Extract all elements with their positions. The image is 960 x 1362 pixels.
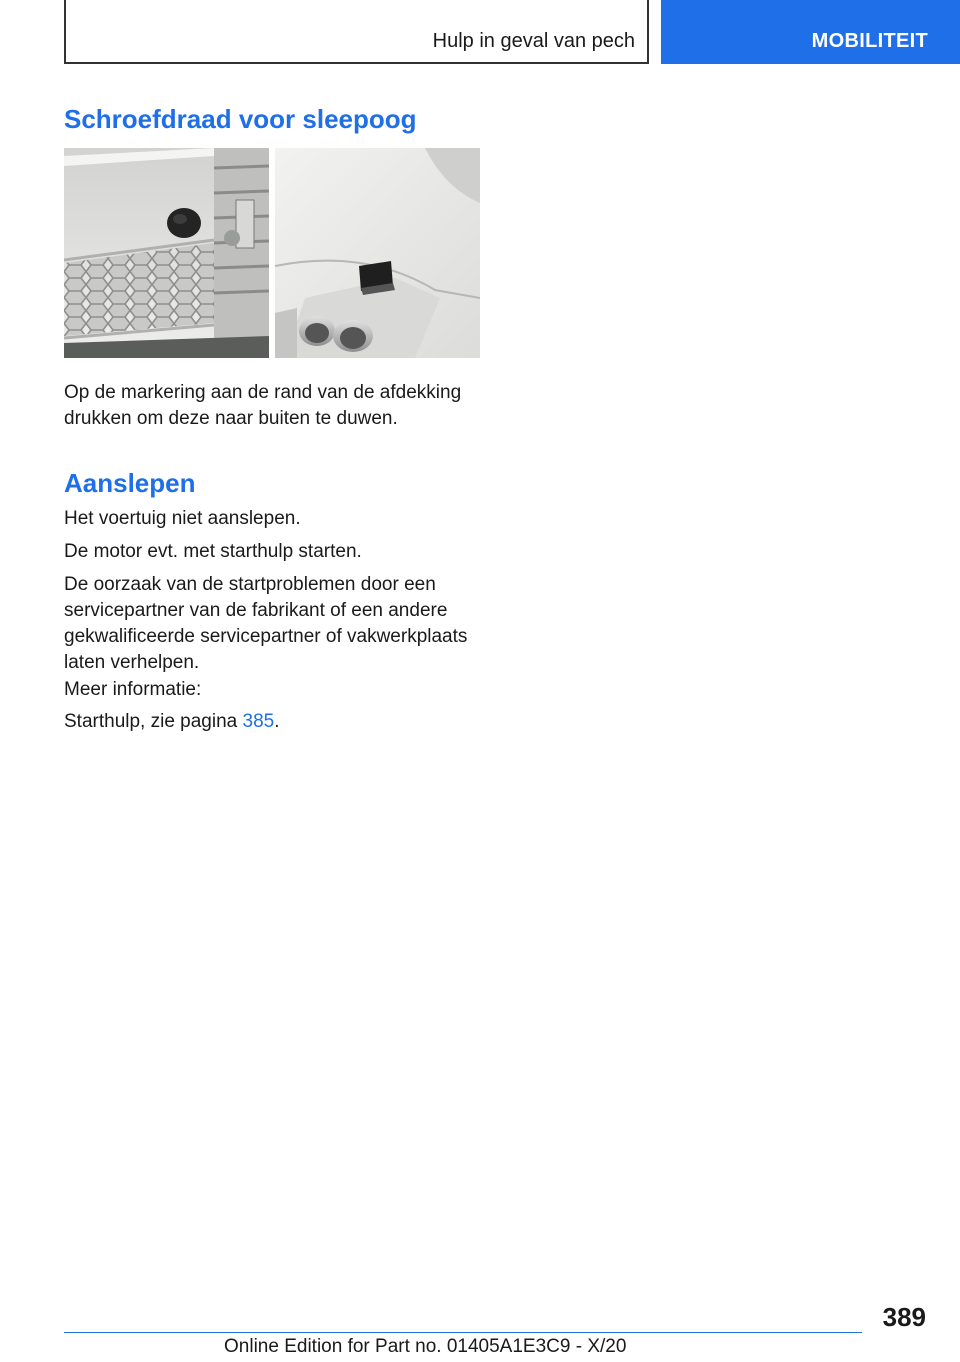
header-section-box	[64, 0, 649, 64]
front-bumper-image	[64, 148, 269, 358]
cross-reference-text: Starthulp, zie pagina	[64, 711, 243, 732]
tow-eye-thread-illustration	[64, 148, 480, 358]
towing-paragraph-2: De motor evt. met starthulp starten.	[64, 541, 362, 562]
more-info-label: Meer informatie:	[64, 679, 202, 700]
page-number: 389	[882, 1302, 926, 1332]
figure-caption: Op de markering aan de rand van de afdekking drukken om deze naar buiten te duwen.	[64, 382, 462, 429]
header-section-title: Hulp in geval van pech	[432, 30, 635, 52]
towing-heading: Aanslepen	[64, 468, 196, 498]
header-chapter-tab[interactable]	[661, 0, 960, 64]
footer-edition-text: Online Edition for Part no. 01405A1E3C9 - X/20	[224, 1336, 627, 1357]
towing-paragraph-1: Het voertuig niet aanslepen.	[64, 508, 301, 529]
page-title: Schroefdraad voor sleepoog	[64, 104, 417, 134]
towing-paragraph-3: De oorzaak van de startproblemen door een servicepartner van de fabrikant of een andere gekwalificeerde servicepartner of vakwerkplaats laten verhelpen.	[64, 574, 468, 673]
footer-divider	[64, 1332, 862, 1333]
rear-bumper-image	[275, 148, 480, 358]
page-link-385[interactable]: 385	[242, 711, 275, 732]
cross-reference	[64, 709, 484, 735]
cross-reference-end: .	[274, 711, 280, 732]
header-chapter-label: MOBILITEIT	[811, 30, 928, 52]
